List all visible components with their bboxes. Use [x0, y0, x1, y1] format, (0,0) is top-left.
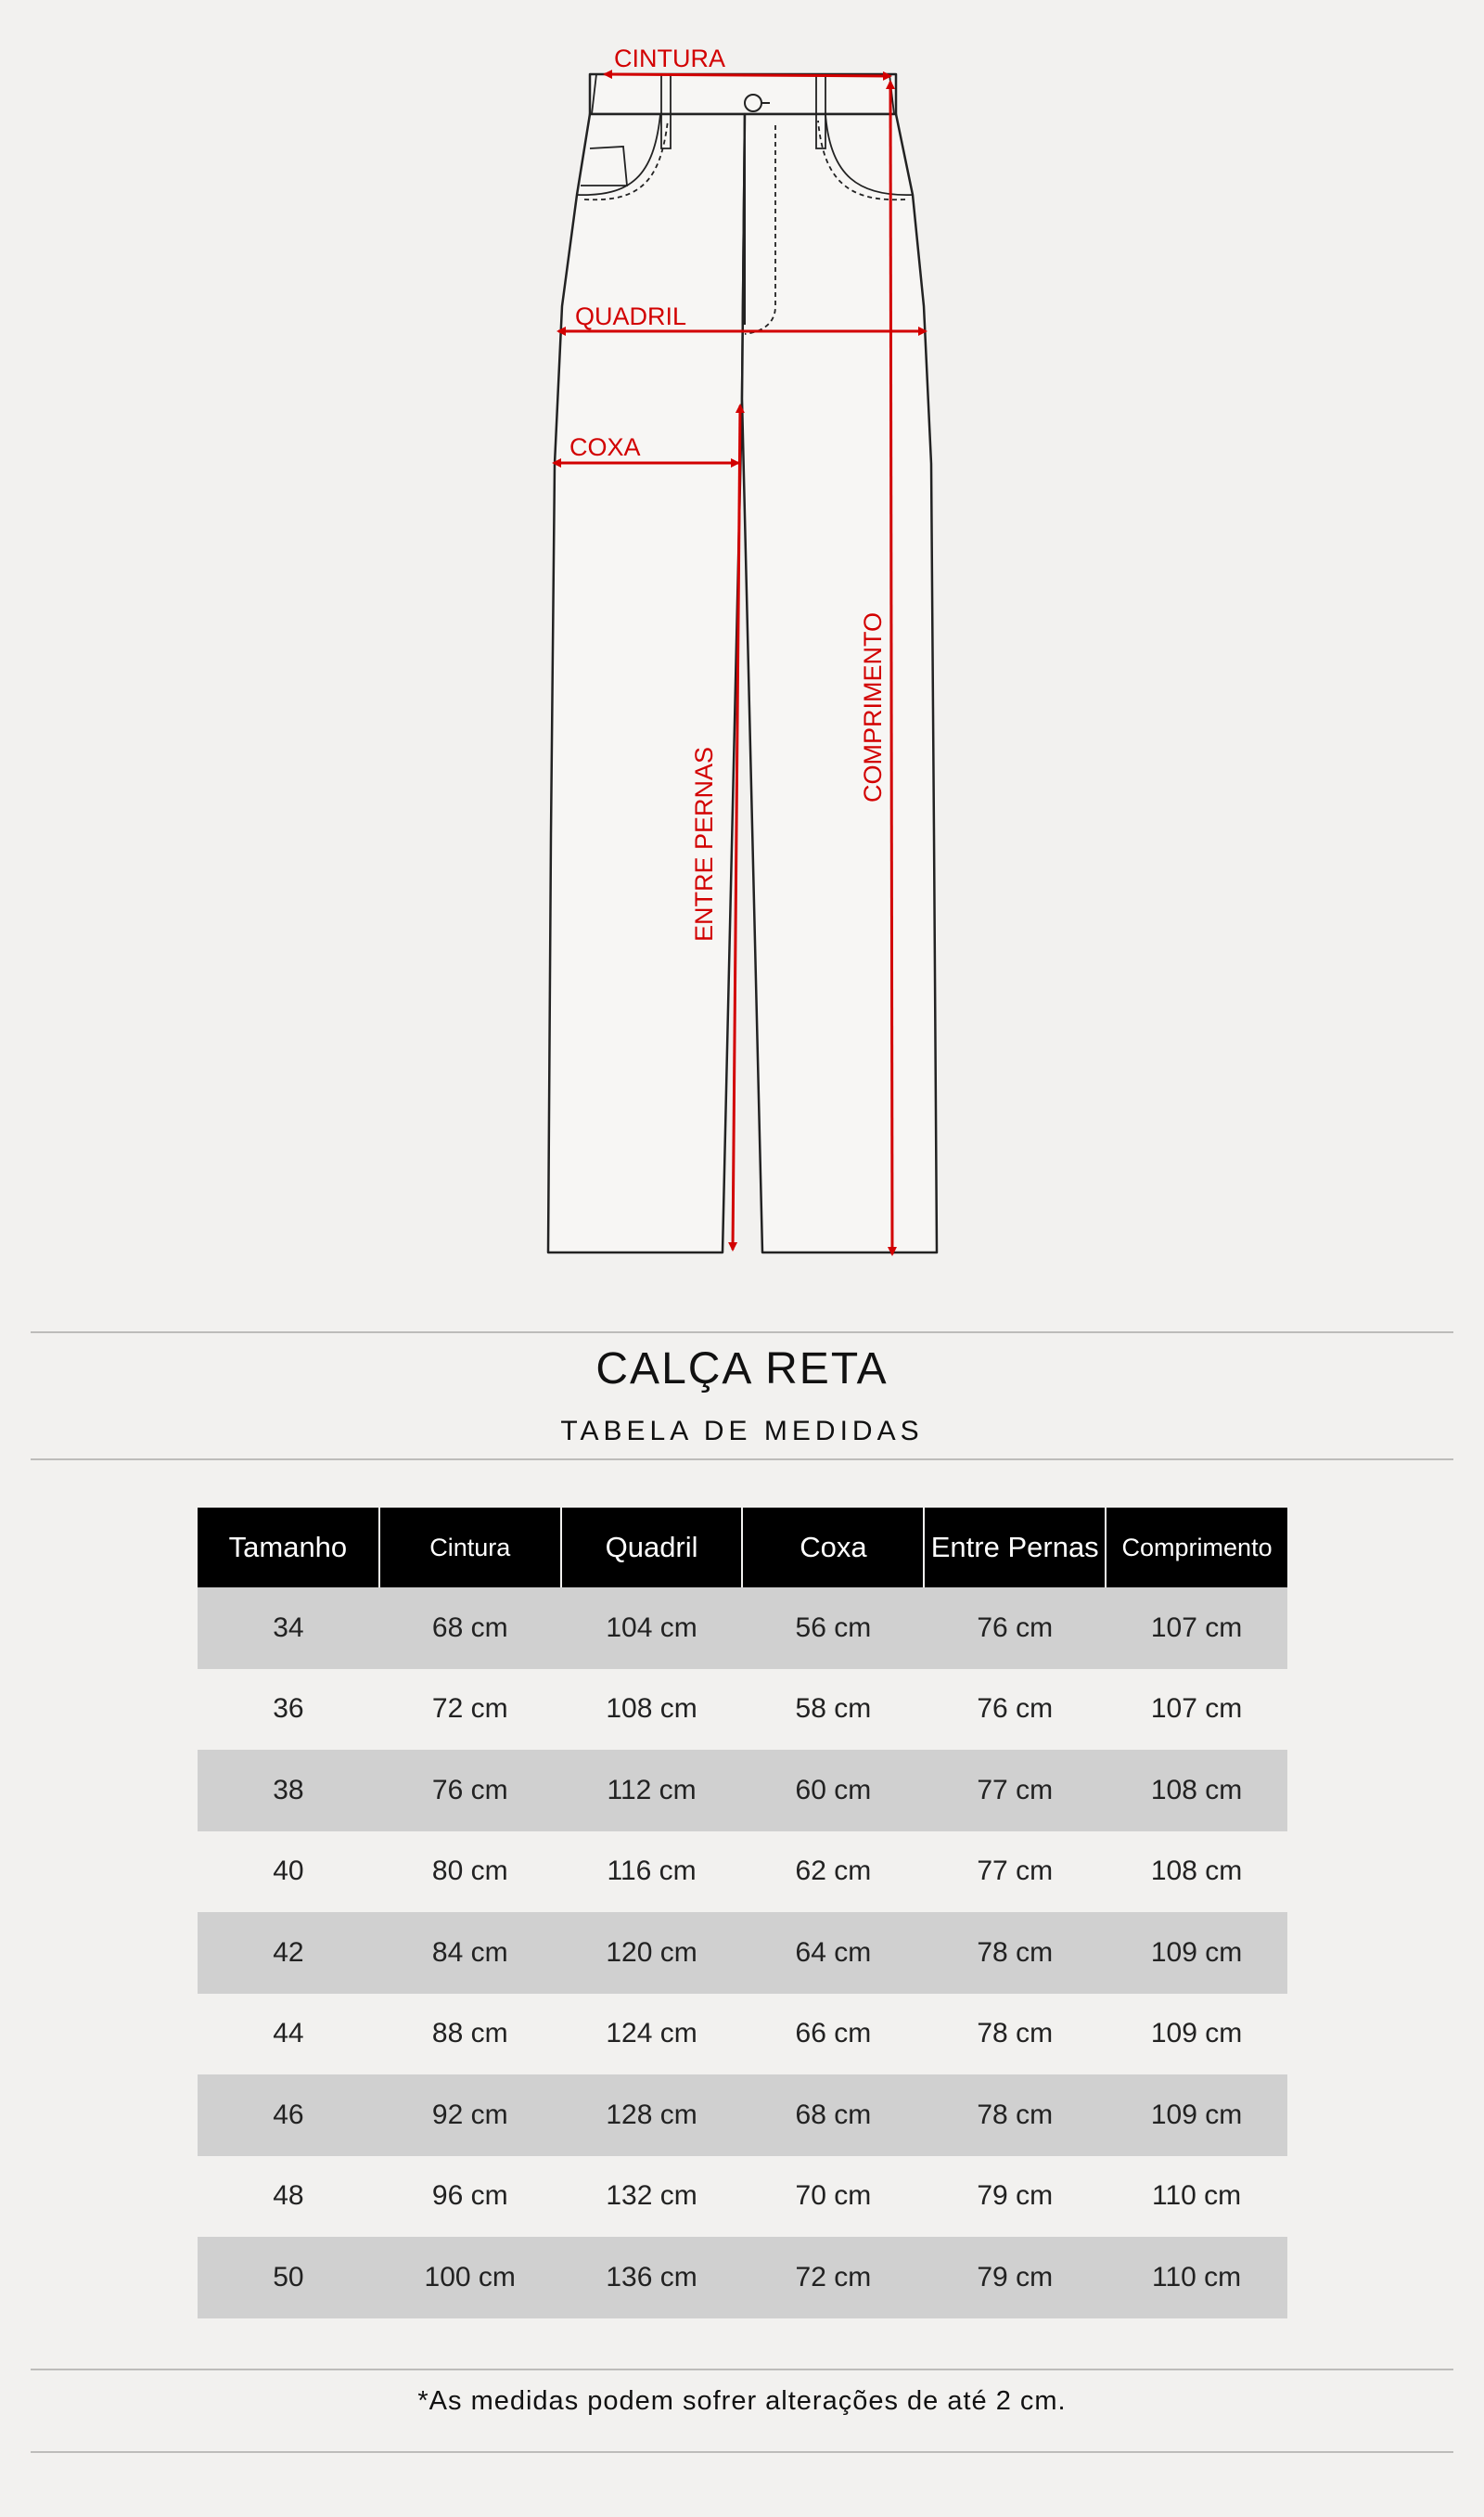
table-cell: 50 — [198, 2237, 379, 2318]
table-cell: 107 cm — [1150, 1693, 1243, 1725]
table-row — [198, 1669, 1287, 1751]
column-header-inseam: Entre Pernas — [924, 1508, 1106, 1587]
table-cell: 110 cm — [1106, 2237, 1287, 2318]
table-body — [198, 1587, 1287, 2318]
table-cell: 76 cm — [379, 1750, 561, 1831]
footnote: *As medidas podem sofrer alterações de até 2 cm. — [417, 2386, 1067, 2416]
table-row — [198, 1587, 1287, 1669]
table-cell: 42 — [198, 1912, 379, 1994]
divider-header — [31, 1458, 1453, 1460]
table-cell: 44 — [273, 2018, 304, 2049]
table-row — [198, 2074, 1287, 2156]
waist-arrow — [605, 74, 890, 76]
divider-footer-top — [31, 2369, 1453, 2370]
table-cell: 108 cm — [606, 1693, 697, 1725]
table-cell: 128 cm — [561, 2074, 743, 2156]
table-row — [198, 1912, 1287, 1994]
table-cell: 136 cm — [561, 2237, 743, 2318]
table-cell: 108 cm — [1106, 1750, 1287, 1831]
table-cell: 92 cm — [379, 2074, 561, 2156]
divider-footer-bottom — [31, 2451, 1453, 2453]
hip-label: QUADRIL — [575, 302, 687, 330]
left-leg-shape — [548, 114, 745, 1252]
length-label: COMPRIMENTO — [859, 611, 887, 803]
table-cell: 116 cm — [607, 1856, 697, 1887]
table-cell: 107 cm — [1106, 1587, 1287, 1669]
table-cell: 77 cm — [924, 1750, 1106, 1831]
table-cell: 72 cm — [742, 2237, 924, 2318]
table-cell: 109 cm — [1106, 1912, 1287, 1994]
table-cell: 78 cm — [977, 2018, 1054, 2049]
page-subtitle: TABELA DE MEDIDAS — [560, 1416, 924, 1446]
column-header-thigh: Coxa — [742, 1508, 924, 1587]
table-cell: 70 cm — [795, 2180, 872, 2212]
table-cell: 48 — [273, 2180, 304, 2212]
table-cell: 96 cm — [431, 2180, 508, 2212]
table-row — [198, 1831, 1287, 1913]
table-cell: 62 cm — [795, 1856, 872, 1887]
table-cell: 77 cm — [977, 1856, 1054, 1887]
table-cell: 58 cm — [795, 1693, 872, 1725]
table-cell: 80 cm — [431, 1856, 508, 1887]
table-cell: 66 cm — [795, 2018, 872, 2049]
table-cell: 112 cm — [561, 1750, 743, 1831]
table-cell: 109 cm — [1106, 2074, 1287, 2156]
table-cell: 110 cm — [1151, 2180, 1242, 2212]
table-cell: 72 cm — [431, 1693, 508, 1725]
waist-label: CINTURA — [614, 45, 725, 72]
button-icon — [745, 95, 761, 111]
page-title: CALÇA RETA — [595, 1344, 889, 1393]
table-cell: 56 cm — [742, 1587, 924, 1669]
table-cell: 100 cm — [379, 2237, 561, 2318]
table-row — [198, 1994, 1287, 2075]
table-row — [198, 2156, 1287, 2238]
table-cell: 76 cm — [977, 1693, 1054, 1725]
table-cell: 34 — [198, 1587, 379, 1669]
table-cell: 120 cm — [561, 1912, 743, 1994]
table-cell: 40 — [273, 1856, 304, 1887]
column-header-size: Tamanho — [198, 1508, 379, 1587]
table-cell: 104 cm — [561, 1587, 743, 1669]
table-cell: 64 cm — [742, 1912, 924, 1994]
column-header-hip: Quadril — [561, 1508, 743, 1587]
column-header-waist: Cintura — [379, 1508, 561, 1587]
divider-top — [31, 1331, 1453, 1333]
table-cell: 76 cm — [924, 1587, 1106, 1669]
table-row — [198, 1750, 1287, 1831]
table-cell: 60 cm — [742, 1750, 924, 1831]
inseam-label: ENTRE PERNAS — [690, 746, 718, 942]
table-cell: 38 — [198, 1750, 379, 1831]
table-cell: 68 cm — [379, 1587, 561, 1669]
table-cell: 78 cm — [924, 2074, 1106, 2156]
table-cell: 84 cm — [379, 1912, 561, 1994]
table-row — [198, 2237, 1287, 2318]
table-cell: 132 cm — [606, 2180, 697, 2212]
size-table — [198, 1508, 1287, 2318]
table-cell: 46 — [198, 2074, 379, 2156]
waistband-shape — [590, 74, 896, 114]
table-cell: 124 cm — [606, 2018, 697, 2049]
length-arrow — [890, 82, 892, 1254]
table-cell: 36 — [273, 1693, 304, 1725]
table-cell: 88 cm — [431, 2018, 508, 2049]
table-cell: 108 cm — [1150, 1856, 1243, 1887]
right-leg-shape — [742, 114, 937, 1252]
table-cell: 79 cm — [924, 2237, 1106, 2318]
table-cell: 68 cm — [742, 2074, 924, 2156]
table-header-row — [198, 1508, 1287, 1587]
thigh-label: COXA — [569, 433, 641, 461]
table-cell: 79 cm — [977, 2180, 1054, 2212]
column-header-length: Comprimento — [1106, 1508, 1287, 1587]
table-cell: 78 cm — [924, 1912, 1106, 1994]
table-cell: 109 cm — [1150, 2018, 1243, 2049]
